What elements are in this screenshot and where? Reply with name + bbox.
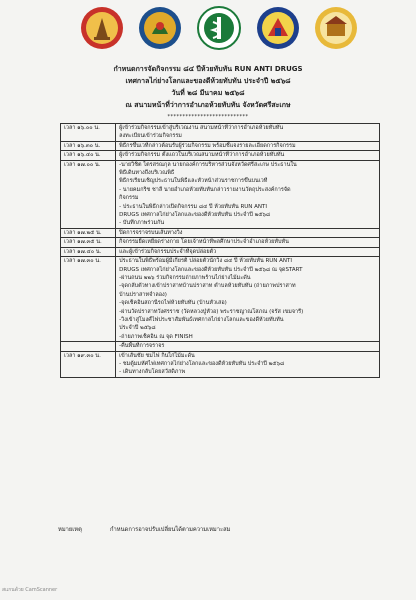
logo-row	[80, 6, 360, 56]
table-row	[61, 342, 380, 351]
time-cell: เวลา ๑๗.๐๐ น.	[61, 160, 116, 228]
district-seal-logo	[138, 6, 182, 50]
activity-line: และผู้เข้าร่วมกิจกรรมประจำที่จุดปล่อยตัว	[119, 248, 217, 255]
activity-line: ผู้เข้าร่วมกิจกรรมเข้าสู่บริเวณงาน สนามหน้าที่ว่าการอำเภอห้วยทับทัน	[119, 125, 284, 131]
activity-line: ประจำปี ๒๕๖๘	[119, 325, 156, 332]
activity-line: -ผ่านถนน ๒๒๖ ร่วมกิจกรรมถ่ายภาพร้านไก่ย่างไม้มะดัน	[119, 274, 251, 281]
table-row	[61, 141, 380, 150]
table-row	[61, 151, 380, 160]
table-row	[61, 124, 380, 142]
activity-line: - ประธานในพิธีกล่าวเปิดกิจกรรม ๘๔ ปี ห้วยทับทัน RUN ANTI	[119, 203, 268, 210]
activity-line: บ้านปราสาทจำลอง)	[119, 291, 167, 298]
activity-line: พิธีเดินทางถึงบริเวณพิธี	[119, 170, 175, 177]
schedule-table	[60, 123, 380, 378]
time-cell: เวลา ๑๗.๓๕ น.	[61, 238, 116, 247]
time-cell: เวลา ๑๖.๓๐ น.	[61, 141, 116, 150]
activity-line: -จุดเช็คอินสถานีรถไฟห้วยทับทัน (บ้านหัวเสอ)	[119, 300, 227, 307]
time-cell: เวลา ๑๙.๓๐ น.	[61, 351, 116, 377]
time-cell: เวลา ๑๗.๓๐ น.	[61, 257, 116, 342]
activity-cell	[116, 247, 380, 256]
activity-line: เข้าเส้นชัย ชมไฟ กินไก่ไม้มะดัน	[119, 352, 195, 359]
table-row	[61, 228, 380, 237]
time-cell	[61, 342, 116, 351]
table-row	[61, 257, 380, 342]
activity-line: ผู้เข้าร่วมกิจกรรม ตั้งแถวในบริเวณสนามหน้าที่ว่าการอำเภอห้วยทับทัน	[119, 152, 285, 159]
activity-line: กิจกรรม	[119, 195, 139, 202]
title-line-3: วันที่ ๒๘ มีนาคม ๒๕๖๘	[171, 89, 245, 97]
activity-cell	[116, 160, 380, 228]
activity-line: -จุดกลับตัวทางเข้าปราสาทบ้านปราสาท ตำบลห้วยทับทัน (ถ่ายภาพปราสาท	[119, 283, 296, 290]
time-cell: เวลา ๑๗.๒๕ น.	[61, 228, 116, 237]
table-row	[61, 247, 380, 256]
activity-line: - นายคมกริช ชาลี นายอำเภอห้วยทับทันกล่าวรายงานวัตถุประสงค์การจัด	[119, 186, 291, 193]
activity-cell	[116, 151, 380, 160]
activity-cell	[116, 257, 380, 342]
provincial-seal-logo	[80, 6, 124, 50]
municipality-seal-logo	[314, 6, 358, 50]
activity-line: พิธีกรเรียนเชิญประธานในพิธีและหัวหน้าส่วนราชการขึ้นบนเวที	[119, 178, 268, 185]
activity-cell	[116, 238, 380, 247]
public-health-logo	[197, 6, 241, 50]
activity-line: DRUGS เทศกาลไก่ย่างโลกและของดีห้วยทับทัน ประจำปี ๒๕๖๘ ณ จุดSTART	[119, 266, 303, 273]
activity-cell	[116, 124, 380, 142]
camscanner-watermark: สแกนด้วย CamScanner	[2, 587, 58, 593]
time-cell: เวลา ๑๖.๔๐ น.	[61, 151, 116, 160]
title-line-2: เทศกาลไก่ย่างโลกและของดีห้วยทับทัน ประจำปี ๒๕๖๘	[125, 77, 291, 85]
activity-cell	[116, 228, 380, 237]
activity-line: DRUGS เทศกาลไก่ย่างโลกและของดีห้วยทับทัน ประจำปี ๒๕๖๘	[119, 212, 271, 219]
activity-line: - บันทึกภาพร่วมกัน	[119, 220, 165, 227]
table-row	[61, 351, 380, 377]
activity-line: -ถ่ายภาพเช็คอิน ณ จุด FINISH	[119, 333, 193, 340]
activity-line: ลงทะเบียนเข้าร่วมกิจกรรม	[119, 133, 182, 140]
activity-cell	[116, 351, 380, 377]
local-government-logo	[256, 6, 300, 50]
activity-line: ประธานในพิธีพร้อมผู้มีเกียรติ ปล่อยตัวนักวิ่ง ๘๔ ปี ห้วยทับทัน RUN ANTI	[119, 258, 293, 265]
time-cell: เวลา ๑๖.๐๐ น.	[61, 124, 116, 142]
activity-line: กิจกรรมยืดเหยียดร่างกาย โดยเจ้าหน้าที่พลศึกษาประจำอำเภอห้วยทับทัน	[119, 239, 289, 246]
title-line-1: กำหนดการจัดกิจกรรม ๘๔ ปีห้วยทับทัน RUN ANTI DRUGS	[113, 65, 303, 73]
activity-line: -วิ่งเข้าสู่โมงศ์ไฟประชาสัมพันธ์เทศกาลไก่ย่างโลกและของดีห้วยทับทัน	[119, 316, 284, 323]
table-row	[61, 238, 380, 247]
activity-line: -ผ่านวัดปราสาทวังศรราช (วัดหลวงปู่หัวอ) พระราชญาณโสภณ (จรัส เขมจารี)	[119, 308, 304, 315]
title-line-4: ณ สนามหน้าที่ว่าการอำเภอห้วยทับทัน จังหวัดศรีสะเกษ	[125, 101, 291, 109]
activity-cell	[116, 141, 380, 150]
activity-line: -คืนพื้นที่การจราจร	[119, 343, 165, 350]
activity-line: - ชมตู้มมหัศไฟเทศกาลไก่ย่างโลกและของดีห้วยทับทัน ประจำปี ๒๕๖๘	[119, 360, 285, 367]
table-row	[61, 160, 380, 228]
activity-line: -นายวิชิต ไตรสรณกุล นายกองค์การบริหารส่วนจังหวัดศรีสะเกษ ประธานใน	[119, 161, 297, 168]
note-text: กำหนดการอาจปรับเปลี่ยนได้ตามความเหมาะสม	[110, 527, 231, 533]
activity-line: ปิดการจราจรบนเส้นทางวิ่ง	[119, 229, 183, 236]
activity-line: - เดินทางกลับโดยสวัสดิภาพ	[119, 369, 186, 376]
separator-stars: ***************************	[167, 114, 249, 120]
activity-cell	[116, 342, 380, 351]
time-cell: เวลา ๑๗.๔๐ น.	[61, 247, 116, 256]
note-label: หมายเหตุ	[58, 527, 82, 533]
activity-line: พิธีกรขึ้นเวทีกล่าวต้อนรับผู้ร่วมกิจกรรม พร้อมชี้แจงรายละเอียดการกิจกรรม	[119, 142, 296, 149]
